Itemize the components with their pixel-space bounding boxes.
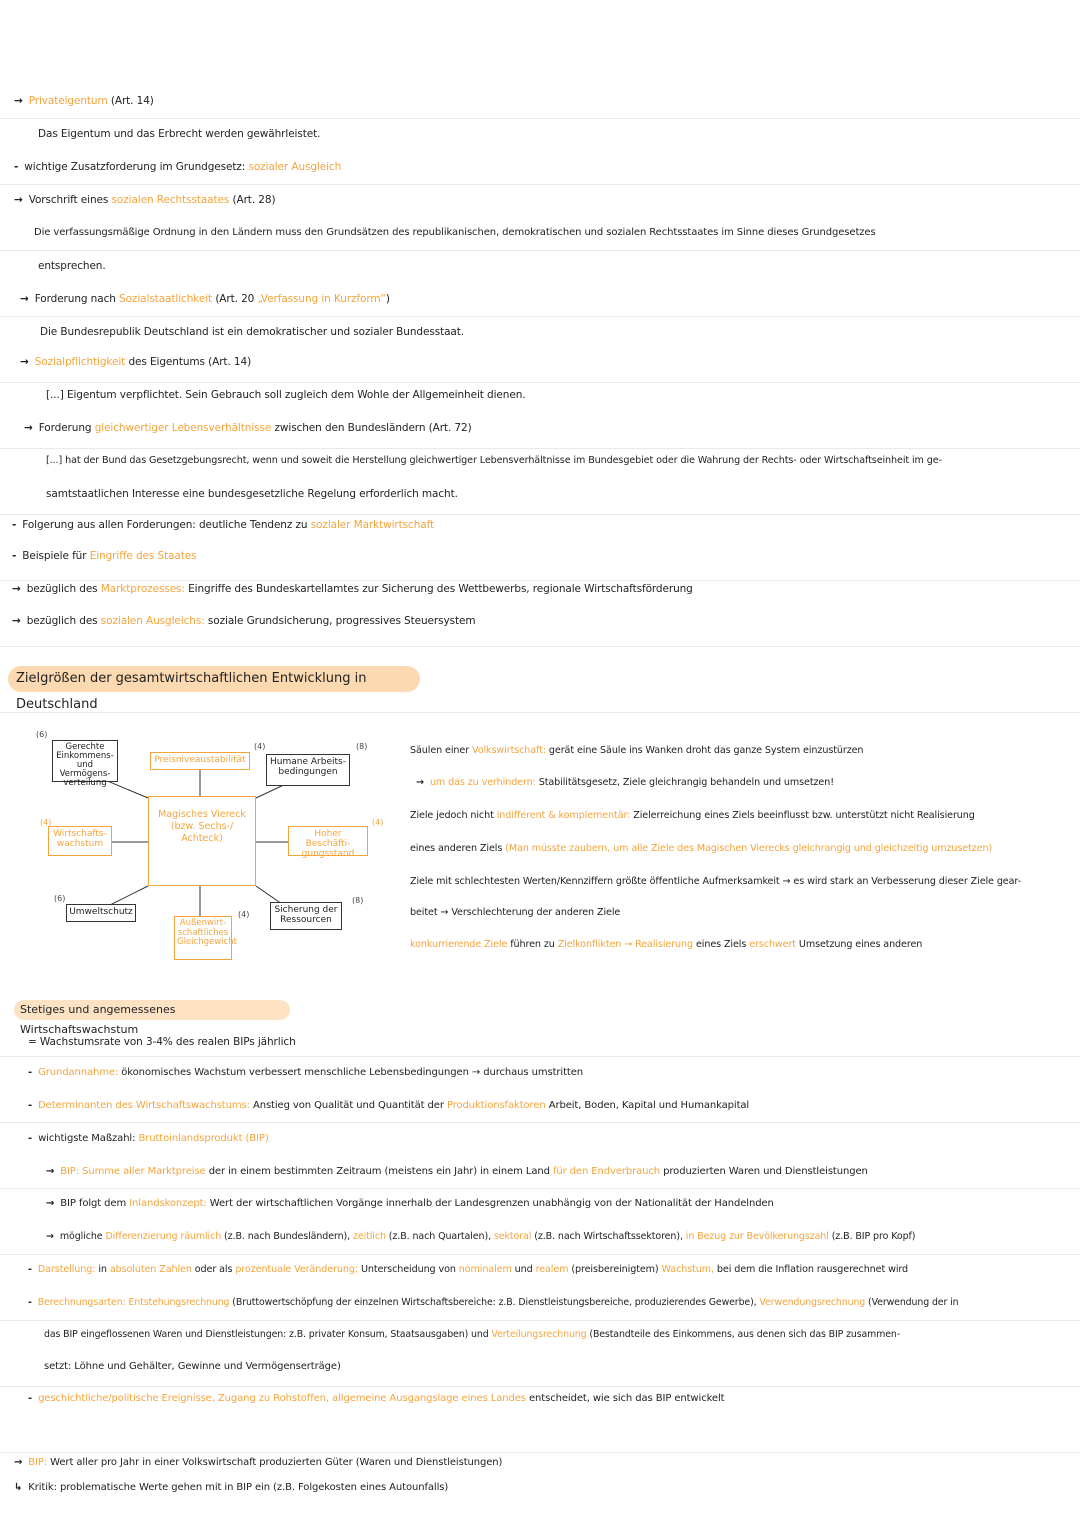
quote-line: samtstaatlichen Interesse eine bundesgesetzliche Regelung erforderlich macht.: [46, 488, 458, 500]
note-line: konkurrierende Ziele führen zu Zielkonflikten → Realisierung eines Ziels erschwert Umsetzung eines anderen: [410, 939, 923, 950]
subsection-heading: Stetiges und angemessenes Wirtschaftswachstum: [14, 1000, 290, 1020]
note-line: - wichtige Zusatzforderung im Grundgesetz: sozialer Ausgleich: [14, 161, 342, 173]
note-line: - Beispiele für Eingriffe des Staates: [12, 550, 197, 562]
note-line: - Berechnungsarten: Entstehungsrechnung (Bruttowertschöpfung der einzelnen Wirtschaftsbereiche: z.B. Dienstleistungsbereiche, produzierendes Gewerbe), Verwendungsrechnung (Verwendung der in: [28, 1297, 959, 1308]
note-line: setzt: Löhne und Gehälter, Gewinne und Vermögenserträge): [44, 1361, 341, 1372]
goal-box-wirtschaftswachstum: Wirtschafts- wachstum: [48, 826, 112, 856]
note-line: - Darstellung: in absoluten Zahlen oder als prozentuale Veränderung; Unterscheidung von nominalem und realem (preisbereinigtem) Wachstum, bei dem die Inflation rausgerechnet wird: [28, 1264, 909, 1275]
note-line: = Wachstumsrate von 3-4% des realen BIPs jährlich: [28, 1036, 296, 1048]
quote-line: Die verfassungsmäßige Ordnung in den Ländern muss den Grundsätzen des republikanischen, demokratischen und sozialen Rechtsstaates im Sinne dieses Grundgesetzes: [34, 227, 876, 238]
arrow-icon: →: [12, 583, 21, 595]
diagram-number: (8): [356, 742, 368, 751]
goal-box-umweltschutz: Umweltschutz: [66, 904, 136, 922]
arrow-icon: →: [46, 1231, 54, 1242]
arrow-icon: →: [14, 95, 23, 107]
note-line: eines anderen Ziels (Man müsste zaubern, um alle Ziele des Magischen Vierecks gleichrangig und gleichzeitig umzusetzen): [410, 843, 993, 854]
goal-box-aussenwirtschaft: Außenwirt- schaftliches Gleichgewicht: [174, 916, 232, 960]
note-line: → Privateigentum (Art. 14): [14, 95, 154, 107]
note-line: Ziele jedoch nicht indifferent & komplementär: Zielerreichung eines Ziels beeinflusst bzw. unterstützt nicht Realisierung: [410, 810, 975, 821]
note-line: - geschichtliche/politische Ereignisse, Zugang zu Rohstoffen, allgemeine Ausgangslage eines Landes entscheidet, wie sich das BIP entwickelt: [28, 1393, 725, 1404]
goal-box-ressourcen: Sicherung der Ressourcen: [270, 902, 342, 930]
arrow-icon: →: [14, 1457, 23, 1468]
arrow-icon: →: [46, 1198, 55, 1209]
note-line: Ziele mit schlechtesten Werten/Kennziffern größte öffentliche Aufmerksamkeit → es wird stark an Verbesserung dieser Ziele gear-: [410, 876, 1021, 887]
note-line: → Sozialpflichtigkeit des Eigentums (Art. 14): [20, 356, 252, 368]
note-line: → Forderung gleichwertiger Lebensverhältnisse zwischen den Bundesländern (Art. 72): [24, 422, 472, 434]
note-line: → bezüglich des Marktprozesses: Eingriffe des Bundeskartellamtes zur Sicherung des Wettbewerbs, regionale Wirtschaftsförderung: [12, 583, 693, 595]
note-line: → BIP folgt dem Inlandskonzept: Wert der wirtschaftlichen Vorgänge innerhalb der Landesgrenzen unabhängig von der Nationalität der Handelnden: [46, 1198, 774, 1209]
diagram-number: (6): [54, 894, 66, 903]
diagram-number: (4): [254, 742, 266, 751]
quote-line: [...] hat der Bund das Gesetzgebungsrecht, wenn und soweit die Herstellung gleichwertiger Lebensverhältnisse im Bundesgebiet oder die Wahrung der Rechts- oder Wirtschaftseinheit im ge-: [46, 455, 942, 466]
note-line: → mögliche Differenzierung räumlich (z.B. nach Bundesländern), zeitlich (z.B. nach Quartalen), sektoral (z.B. nach Wirtschaftssektoren), in Bezug zur Bevölkerungszahl (z.B. BIP pro Kopf): [46, 1231, 916, 1242]
note-line: Säulen einer Volkswirtschaft: gerät eine Säule ins Wanken droht das ganze System einzustürzen: [410, 745, 864, 756]
note-line: - Folgerung aus allen Forderungen: deutliche Tendenz zu sozialer Marktwirtschaft: [12, 519, 435, 531]
note-line: - Grundannahme: ökonomisches Wachstum verbessert menschliche Lebensbedingungen → durchaus umstritten: [28, 1067, 584, 1078]
arrow-icon: →: [12, 615, 21, 627]
arrow-icon: →: [20, 293, 29, 305]
note-line: → Forderung nach Sozialstaatlichkeit (Art. 20 „Verfassung in Kurzform“): [20, 293, 390, 305]
return-arrow-icon: ↳: [14, 1482, 23, 1493]
goal-box-humane-arbeitsbedingungen: Humane Arbeits- bedingungen: [266, 754, 350, 786]
arrow-icon: →: [24, 422, 33, 434]
diagram-number: (4): [372, 818, 384, 827]
note-line: → Vorschrift eines sozialen Rechtsstaates (Art. 28): [14, 194, 276, 206]
note-line: → BIP: Summe aller Marktpreise der in einem bestimmten Zeitraum (meistens ein Jahr) in einem Land für den Endverbrauch produzierten Waren und Dienstleistungen: [46, 1166, 868, 1177]
diagram-number: (4): [238, 910, 250, 919]
goal-box-beschaeftigungsstand: Hoher Beschäfti- gungsstand: [288, 826, 368, 856]
quote-line: entsprechen.: [38, 260, 106, 272]
note-line: - wichtigste Maßzahl: Bruttoinlandsprodukt (BIP): [28, 1133, 269, 1144]
section-heading: Zielgrößen der gesamtwirtschaftlichen Entwicklung in Deutschland: [8, 666, 420, 692]
arrow-icon: →: [46, 1166, 55, 1177]
note-line: - Determinanten des Wirtschaftswachstums: Anstieg von Qualität und Quantität der Produktionsfaktoren Arbeit, Boden, Kapital und Humankapital: [28, 1100, 750, 1111]
arrow-icon: →: [20, 356, 29, 368]
note-line: das BIP eingeflossenen Waren und Dienstleistungen: z.B. privater Konsum, Staatsausgaben) und Verteilungsrechnung (Bestandteile des Einkommens, aus denen sich das BIP zusammen-: [44, 1329, 901, 1340]
note-line: → bezüglich des sozialen Ausgleichs: soziale Grundsicherung, progressives Steuersystem: [12, 615, 476, 627]
quote-line: Die Bundesrepublik Deutschland ist ein demokratischer und sozialer Bundesstaat.: [40, 326, 465, 338]
diagram-number: (8): [352, 896, 364, 905]
note-line: ↳ Kritik: problematische Werte gehen mit in BIP ein (z.B. Folgekosten eines Autounfalls): [14, 1482, 449, 1493]
magic-square-center: Magisches Viereck (bzw. Sechs-/ Achteck): [148, 796, 256, 886]
diagram-number: (4): [40, 818, 52, 827]
arrow-icon: →: [14, 194, 23, 206]
note-line: → BIP: Wert aller pro Jahr in einer Volkswirtschaft produzierten Güter (Waren und Dienstleistungen): [14, 1457, 503, 1468]
note-line: beitet → Verschlechterung der anderen Ziele: [410, 907, 621, 918]
arrow-icon: →: [416, 777, 424, 788]
goal-box-preisniveaustabilitaet: Preisniveaustabilität: [150, 752, 250, 770]
diagram-number: (6): [36, 730, 48, 739]
note-line: → um das zu verhindern: Stabilitätsgesetz, Ziele gleichrangig behandeln und umsetzen!: [416, 777, 834, 788]
goal-box-gerechte-verteilung: Gerechte Einkommens- und Vermögens- verteilung: [52, 740, 118, 782]
quote-line: [...] Eigentum verpflichtet. Sein Gebrauch soll zugleich dem Wohle der Allgemeinheit dienen.: [46, 389, 526, 401]
quote-line: Das Eigentum und das Erbrecht werden gewährleistet.: [38, 128, 321, 140]
